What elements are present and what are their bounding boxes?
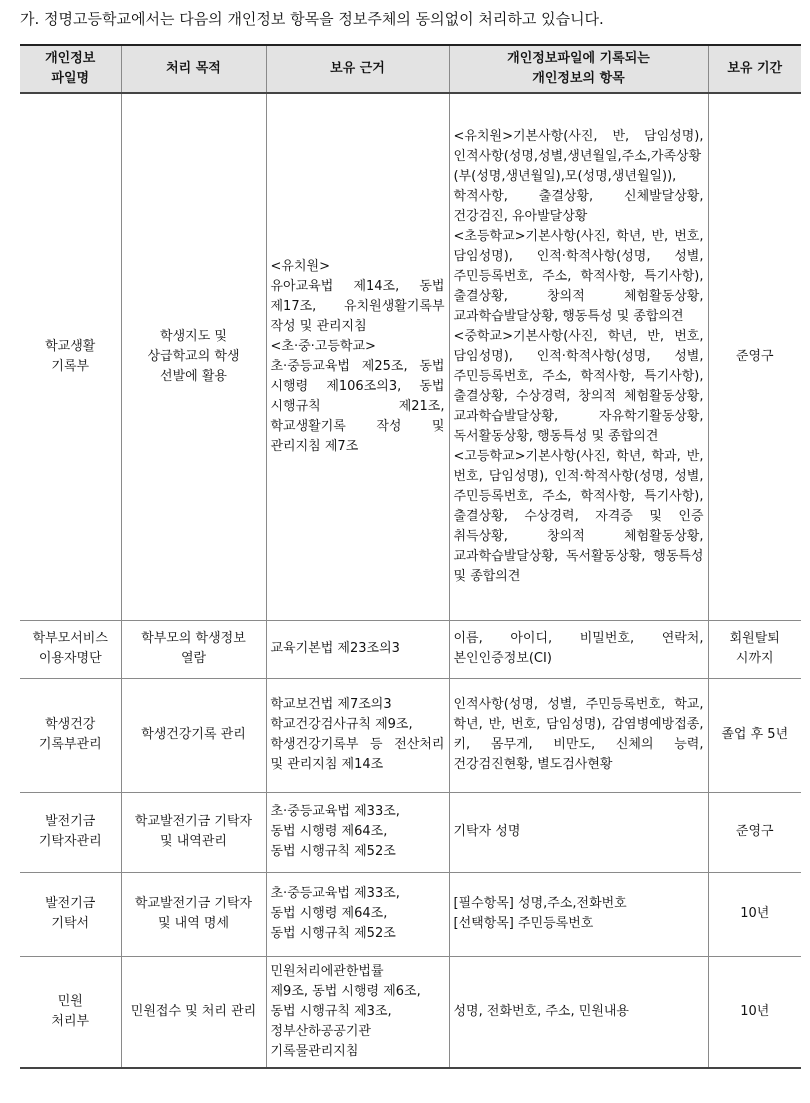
items-cell: 기탁자 성명 bbox=[449, 792, 708, 872]
purpose-cell: 학생건강기록 관리 bbox=[121, 678, 266, 792]
basis-cell: 초·중등교육법 제33조, 동법 시행령 제64조, 동법 시행규칙 제52조 bbox=[266, 872, 449, 956]
table-row bbox=[20, 620, 801, 678]
file-name-cell: 발전기금 기탁자관리 bbox=[20, 792, 121, 872]
items-cell: <유치원>기본사항(사진, 반, 담임성명), 인적사항(성명,성별,생년월일,주소,가족상황(부(성명,생년월일),모(성명,생년월일)), 학적사항, 출결상황, 신체발달상황, 건강검진, 유아발달상황 <초등학교>기본사항(사진, 학년, 반, 번호, 담임성명), 인적·학적사항(성명, 성별, 주민등록번호, 주소, 학적사항, 특기사항), 출결상황, 창의적 체험활동상황, 교과학습발달상황, 행동특성 및 종합의견 <중학교>기본사항(사진, 학년, 반, 번호, 담임성명), 인적·학적사항(성명, 성별, 주민등록번호, 주소, 학적사항, 특기사항), 출결상황, 수상경력, 창의적 체험활동상황, 교과학습발달상황, 자유학기활동상황, 독서활동상황, 행동특성 및 종합의견 <고등학교>기본사항(사진, 학년, 학과, 반, 번호, 담임성명), 인적·학적사항(성명, 성별, 주민등록번호, 주소, 학적사항, 특기사항), 출결상황, 수상경력, 자격증 및 인증 취득상황, 창의적 체험활동상황, 교과학습발달상황, 독서활동상황, 행동특성 및 종합의견 bbox=[449, 93, 708, 620]
intro-text: 가. 정명고등학교에서는 다음의 개인정보 항목을 정보주체의 동의없이 처리하고 있습니다. bbox=[20, 10, 604, 28]
table-row bbox=[20, 792, 801, 872]
header-items: 개인정보파일에 기록되는 개인정보의 항목 bbox=[449, 45, 708, 93]
file-name-cell: 학교생활 기록부 bbox=[20, 93, 121, 620]
table-row bbox=[20, 678, 801, 792]
file-name-cell: 민원 처리부 bbox=[20, 956, 121, 1068]
purpose-cell: 학교발전기금 기탁자 및 내역관리 bbox=[121, 792, 266, 872]
period-cell: 10년 bbox=[708, 872, 801, 956]
basis-cell: <유치원> 유아교육법 제14조, 동법 제17조, 유치원생활기록부 작성 및 관리지침 <초·중·고등학교> 초·중등교육법 제25조, 동법 시행령 제106조의3, 동법 시행규칙 제21조, 학교생활기록 작성 및 관리지침 제7조 bbox=[266, 93, 449, 620]
period-cell: 졸업 후 5년 bbox=[708, 678, 801, 792]
purpose-cell: 학생지도 및 상급학교의 학생 선발에 활용 bbox=[121, 93, 266, 620]
items-cell: [필수항목] 성명,주소,전화번호 [선택항목] 주민등록번호 bbox=[449, 872, 708, 956]
header-basis: 보유 근거 bbox=[266, 45, 449, 93]
table-header-row bbox=[20, 45, 801, 93]
purpose-cell: 민원접수 및 처리 관리 bbox=[121, 956, 266, 1068]
basis-cell: 학교보건법 제7조의3 학교건강검사규칙 제9조, 학생건강기록부 등 전산처리 및 관리지침 제14조 bbox=[266, 678, 449, 792]
table-row bbox=[20, 872, 801, 956]
basis-cell: 교육기본법 제23조의3 bbox=[266, 620, 449, 678]
period-cell: 회원탈퇴 시까지 bbox=[708, 620, 801, 678]
items-cell: 인적사항(성명, 성별, 주민등록번호, 학교, 학년, 반, 번호, 담임성명), 감염병예방접종, 키, 몸무게, 비만도, 신체의 능력, 건강검진현황, 별도검사현황 bbox=[449, 678, 708, 792]
header-purpose: 처리 목적 bbox=[121, 45, 266, 93]
file-name-cell: 학생건강 기록부관리 bbox=[20, 678, 121, 792]
period-cell: 준영구 bbox=[708, 93, 801, 620]
items-cell: 성명, 전화번호, 주소, 민원내용 bbox=[449, 956, 708, 1068]
file-name-cell: 학부모서비스 이용자명단 bbox=[20, 620, 121, 678]
table-row bbox=[20, 956, 801, 1068]
header-file-name: 개인정보 파일명 bbox=[20, 45, 121, 93]
header-period: 보유 기간 bbox=[708, 45, 801, 93]
purpose-cell: 학교발전기금 기탁자 및 내역 명세 bbox=[121, 872, 266, 956]
basis-cell: 민원처리에관한법률 제9조, 동법 시행령 제6조, 동법 시행규칙 제3조, 정부산하공공기관 기록물관리지침 bbox=[266, 956, 449, 1068]
period-cell: 준영구 bbox=[708, 792, 801, 872]
table-row bbox=[20, 93, 801, 620]
period-cell: 10년 bbox=[708, 956, 801, 1068]
personal-info-table bbox=[20, 44, 801, 1069]
items-cell: 이름, 아이디, 비밀번호, 연락처, 본인인증정보(CI) bbox=[449, 620, 708, 678]
basis-cell: 초·중등교육법 제33조, 동법 시행령 제64조, 동법 시행규칙 제52조 bbox=[266, 792, 449, 872]
purpose-cell: 학부모의 학생정보 열람 bbox=[121, 620, 266, 678]
file-name-cell: 발전기금 기탁서 bbox=[20, 872, 121, 956]
